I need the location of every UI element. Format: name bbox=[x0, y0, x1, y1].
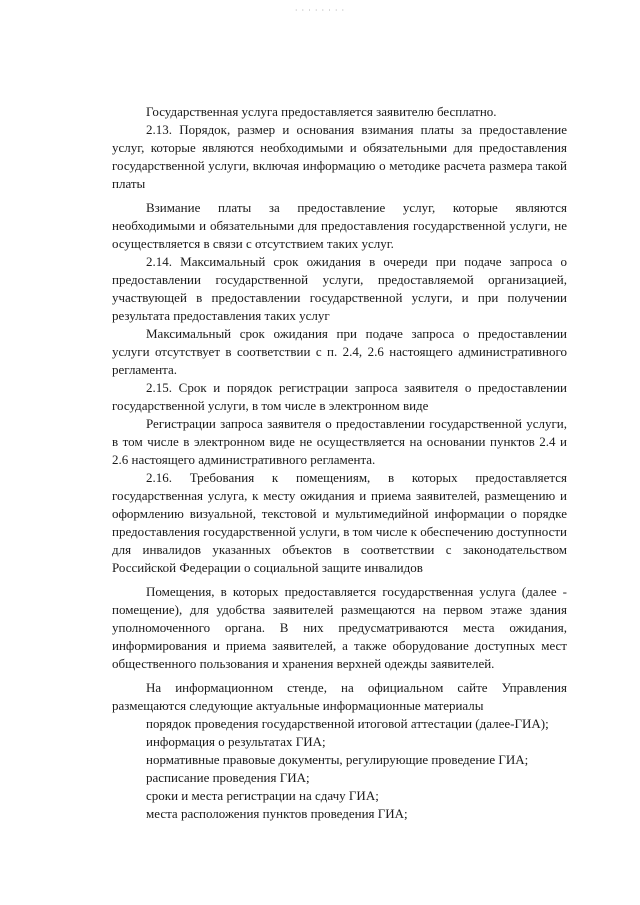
section-2-14-heading: 2.14. Максимальный срок ожидания в очереди при подаче запроса о предоставлении государственной услуги, предоставляемой организацией, участвующей в предоставлении государственной услуги, и при получении результата предоставления таких услуг bbox=[112, 254, 567, 323]
section-2-16-heading: 2.16. Требования к помещениям, в которых предоставляется государственная услуга, к месту ожидания и приема заявителей, размещению и оформлению визуальной, текстовой и мультимедийной информации о порядке предоставления государственной услуги, в том числе к обеспечению доступности для инвалидов указанных объектов в соответствии с законодательством Российской Федерации о социальной защите инвалидов bbox=[112, 470, 567, 575]
list-item: сроки и места регистрации на сдачу ГИА; bbox=[146, 788, 379, 803]
list-item: места расположения пунктов проведения ГИА; bbox=[146, 806, 408, 821]
paragraph-fee-not-charged: Взимание платы за предоставление услуг, которые являются необходимыми и обязательными для предоставления государственной услуги, не осуществляется в связи с отсутствием таких услуг. bbox=[112, 200, 567, 251]
info-materials-list bbox=[112, 715, 567, 823]
paragraph-max-wait-time: Максимальный срок ожидания при подаче запроса о предоставлении услуги отсутствует в соответствии с п. 2.4, 2.6 настоящего административного регламента. bbox=[112, 326, 567, 377]
document-body bbox=[112, 103, 567, 823]
list-item: нормативные правовые документы, регулирующие проведение ГИА; bbox=[146, 752, 529, 767]
list-item: расписание проведения ГИА; bbox=[146, 770, 310, 785]
paragraph-registration: Регистрации запроса заявителя о предоставлении государственной услуги, в том числе в электронном виде не осуществляется на основании пунктов 2.4 и 2.6 настоящего административного регламента. bbox=[112, 416, 567, 467]
list-item: порядок проведения государственной итоговой аттестации (далее-ГИА); bbox=[146, 716, 549, 731]
paragraph-info-stand: На информационном стенде, на официальном сайте Управления размещаются следующие актуальные информационные материалы bbox=[112, 680, 567, 713]
paragraph-premises: Помещения, в которых предоставляется государственная услуга (далее - помещение), для удобства заявителей размещаются на первом этаже здания уполномоченного органа. В них предусматриваются места ожидания, информирования и приема заявителей, а также оборудование доступных мест общественного пользования и хранения верхней одежды заявителей. bbox=[112, 584, 567, 671]
section-2-15-heading: 2.15. Срок и порядок регистрации запроса заявителя о предоставлении государственной услуги, в том числе в электронном виде bbox=[112, 380, 567, 413]
page-number: · · · · · · · · bbox=[294, 6, 346, 15]
list-item: информация о результатах ГИА; bbox=[146, 734, 326, 749]
paragraph-free-service: Государственная услуга предоставляется заявителю бесплатно. bbox=[146, 104, 497, 119]
section-2-13-heading: 2.13. Порядок, размер и основания взимания платы за предоставление услуг, которые являются необходимыми и обязательными для предоставления государственной услуги, включая информацию о методике расчета размера такой платы bbox=[112, 122, 567, 191]
